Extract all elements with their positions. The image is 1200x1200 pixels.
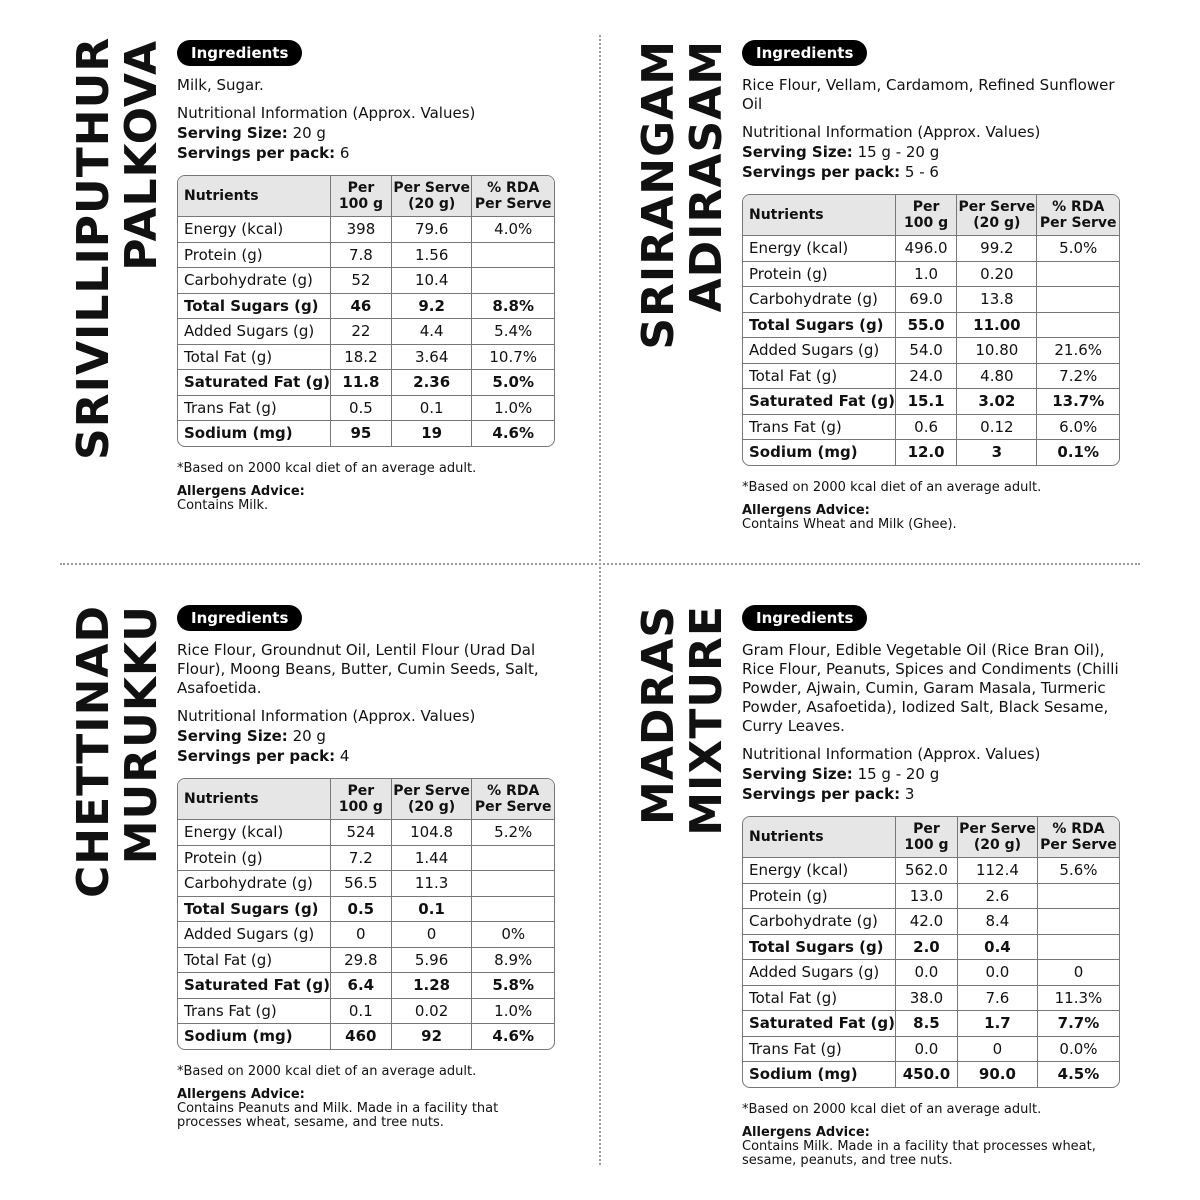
nutrient-row — [743, 262, 1119, 288]
per-serve-value: 0 — [392, 922, 473, 948]
rda-value: 4.0% — [472, 217, 554, 243]
nutrient-name: Energy (kcal) — [178, 217, 331, 243]
per-100g-value: 11.8 — [331, 370, 392, 396]
nutrient-name: Sodium (mg) — [178, 421, 331, 446]
nutrient-row — [178, 871, 554, 897]
allergen-text: Contains Peanuts and Milk. Made in a facility that processes wheat, sesame, and tree nuts. — [177, 1100, 499, 1130]
product-panel-adirasam — [565, 0, 1165, 600]
per-serve-value: 8.4 — [958, 909, 1038, 935]
nutrient-name: Saturated Fat (g) — [178, 370, 331, 396]
per-serve-value: 5.96 — [392, 948, 473, 974]
servings-value: 5 - 6 — [904, 163, 939, 181]
per-serve-value: 2.36 — [392, 370, 473, 396]
rda-value — [1038, 935, 1119, 961]
allergen-text: Contains Wheat and Milk (Ghee). — [742, 516, 957, 532]
rda-value: 8.8% — [472, 294, 554, 320]
per-100g-value: 6.4 — [331, 973, 392, 999]
nutrition-info — [177, 103, 562, 163]
nutrient-name: Carbohydrate (g) — [178, 268, 331, 294]
header-per-100g: Per 100 g — [331, 176, 392, 217]
per-100g-value: 54.0 — [896, 338, 957, 364]
per-100g-value: 562.0 — [896, 858, 958, 884]
product-title — [70, 605, 170, 1025]
nutrient-row — [743, 287, 1119, 313]
servings-label: Servings per pack: — [742, 163, 901, 181]
nutrient-row — [743, 858, 1119, 884]
nutrient-row — [743, 909, 1119, 935]
nutrient-name: Energy (kcal) — [743, 236, 896, 262]
rda-value: 5.0% — [472, 370, 554, 396]
rda-value: 8.9% — [472, 948, 554, 974]
nutrient-row — [178, 421, 554, 446]
nutrient-name: Added Sugars (g) — [743, 960, 896, 986]
per-100g-value: 0.5 — [331, 897, 392, 923]
nutrient-name: Total Sugars (g) — [178, 897, 331, 923]
nutrient-name: Protein (g) — [743, 262, 896, 288]
per-serve-value: 4.80 — [957, 364, 1037, 390]
nutrient-name: Trans Fat (g) — [178, 396, 331, 422]
nutrient-name: Sodium (mg) — [743, 440, 896, 465]
nutrient-name: Carbohydrate (g) — [743, 909, 896, 935]
per-serve-value: 4.4 — [392, 319, 473, 345]
ingredients-badge: Ingredients — [177, 40, 302, 66]
allergen-advice — [177, 1088, 562, 1130]
per-100g-value: 0.6 — [896, 415, 957, 441]
per-serve-value: 99.2 — [957, 236, 1037, 262]
nutrient-name: Total Fat (g) — [743, 986, 896, 1012]
nutrient-row — [178, 243, 554, 269]
per-100g-value: 7.2 — [331, 846, 392, 872]
nutrient-name: Protein (g) — [178, 243, 331, 269]
per-serve-value: 3.02 — [957, 389, 1037, 415]
product-panel-mixture — [565, 565, 1165, 1168]
rda-footnote: *Based on 2000 kcal diet of an average adult. — [177, 1063, 477, 1079]
header-nutrients: Nutrients — [743, 817, 896, 858]
header-rda: % RDA Per Serve — [1038, 817, 1119, 858]
per-serve-value: 11.00 — [957, 313, 1037, 339]
per-serve-value: 104.8 — [392, 820, 473, 846]
header-per-serve: Per Serve (20 g) — [957, 195, 1037, 236]
servings-per-pack — [742, 784, 1127, 804]
header-rda: % RDA Per Serve — [472, 779, 554, 820]
per-serve-value: 112.4 — [958, 858, 1038, 884]
rda-value: 0% — [472, 922, 554, 948]
product-title-line-1: MADRAS — [633, 605, 684, 825]
per-100g-value: 0.1 — [331, 999, 392, 1025]
allergen-heading: Allergens Advice: — [177, 483, 305, 499]
per-100g-value: 460 — [331, 1024, 392, 1049]
rda-value — [472, 897, 554, 923]
serving-size — [177, 123, 562, 143]
ingredients-text: Gram Flour, Edible Vegetable Oil (Rice Bran Oil), Rice Flour, Peanuts, Spices and Condiments (Chilli Powder, Ajwain, Cumin, Garam Masala, Turmeric Powder, Asafoetida), Iodized Salt, Black Sesame, Curry Leaves. — [742, 641, 1119, 735]
rda-value: 5.6% — [1038, 858, 1119, 884]
nutrient-row — [178, 846, 554, 872]
rda-value: 5.4% — [472, 319, 554, 345]
allergen-heading: Allergens Advice: — [742, 1124, 870, 1140]
serving-size-label: Serving Size: — [177, 727, 288, 745]
label-content — [742, 40, 1127, 532]
nutrient-row — [178, 973, 554, 999]
nutrient-name: Saturated Fat (g) — [743, 1011, 896, 1037]
per-100g-value: 46 — [331, 294, 392, 320]
serving-size-value: 20 g — [292, 727, 326, 745]
rda-value: 10.7% — [472, 345, 554, 371]
nutrient-row — [743, 313, 1119, 339]
per-serve-value: 1.56 — [392, 243, 473, 269]
allergen-advice — [742, 504, 1127, 532]
table-header-row — [178, 779, 554, 820]
rda-value — [1037, 287, 1119, 313]
nutrient-name: Added Sugars (g) — [178, 922, 331, 948]
nutrient-row — [178, 396, 554, 422]
header-per-serve: Per Serve (20 g) — [392, 779, 473, 820]
rda-value: 7.7% — [1038, 1011, 1119, 1037]
rda-value: 0.0% — [1038, 1037, 1119, 1063]
per-serve-value: 2.6 — [958, 884, 1038, 910]
per-serve-value: 0.1 — [392, 396, 473, 422]
serving-size-value: 15 g - 20 g — [857, 765, 940, 783]
rda-value: 6.0% — [1037, 415, 1119, 441]
rda-value: 4.6% — [492, 1027, 535, 1046]
per-100g-value: 38.0 — [896, 986, 958, 1012]
header-per-serve: Per Serve (20 g) — [392, 176, 473, 217]
rda-footnote: *Based on 2000 kcal diet of an average adult. — [742, 479, 1042, 495]
nutrient-row — [178, 217, 554, 243]
per-100g-value: 0.0 — [896, 1037, 958, 1063]
nutrient-name: Total Sugars (g) — [178, 294, 331, 320]
nutrient-row — [178, 922, 554, 948]
per-100g-value: 2.0 — [896, 935, 958, 961]
rda-value — [1038, 909, 1119, 935]
nutrition-table — [742, 194, 1120, 466]
product-title-line-2: MURUKKU — [116, 605, 167, 865]
nutrient-row — [178, 1024, 554, 1049]
allergen-heading: Allergens Advice: — [177, 1086, 305, 1102]
per-serve-value: 1.44 — [392, 846, 473, 872]
nutrition-table — [177, 175, 555, 447]
nutrient-row — [743, 364, 1119, 390]
per-100g-value: 8.5 — [896, 1011, 958, 1037]
table-header-row — [743, 817, 1119, 858]
serving-size-value: 15 g - 20 g — [857, 143, 940, 161]
per-serve-value: 19 — [392, 421, 473, 446]
per-serve-value: 1.7 — [958, 1011, 1038, 1037]
nutrient-name: Trans Fat (g) — [178, 999, 331, 1025]
per-100g-value: 1.0 — [896, 262, 957, 288]
allergen-advice — [177, 485, 562, 513]
per-serve-value: 3 — [957, 440, 1037, 465]
nutrient-row — [178, 319, 554, 345]
per-100g-value: 12.0 — [896, 440, 957, 465]
ingredients-badge: Ingredients — [742, 40, 867, 66]
nutrient-row — [743, 415, 1119, 441]
per-serve-value: 9.2 — [392, 294, 473, 320]
rda-value: 1.0% — [472, 999, 554, 1025]
per-serve-value: 13.8 — [957, 287, 1037, 313]
servings-label: Servings per pack: — [177, 144, 336, 162]
servings-per-pack — [177, 143, 562, 163]
product-title — [68, 36, 170, 460]
servings-per-pack — [742, 162, 1127, 182]
per-serve-value: 79.6 — [392, 217, 473, 243]
per-serve-value: 0.20 — [957, 262, 1037, 288]
nutrient-name: Carbohydrate (g) — [743, 287, 896, 313]
nutrient-row — [743, 1062, 1119, 1087]
per-100g-value: 7.8 — [331, 243, 392, 269]
per-100g-value: 13.0 — [896, 884, 958, 910]
nutrient-row — [178, 345, 554, 371]
header-per-100g: Per 100 g — [896, 817, 958, 858]
product-panel-palkova — [0, 0, 600, 600]
per-100g-value: 450.0 — [896, 1062, 958, 1087]
per-serve-value: 3.64 — [392, 345, 473, 371]
rda-value — [1037, 313, 1119, 339]
nutrient-name: Total Fat (g) — [178, 948, 331, 974]
nutrition-heading: Nutritional Information (Approx. Values) — [177, 707, 476, 725]
product-title-line-2: MIXTURE — [681, 605, 732, 836]
nutrient-row — [743, 935, 1119, 961]
nutrient-row — [178, 820, 554, 846]
per-100g-value: 0 — [331, 922, 392, 948]
rda-footnote: *Based on 2000 kcal diet of an average adult. — [177, 460, 477, 476]
nutrient-name: Total Fat (g) — [743, 364, 896, 390]
per-serve-value: 1.28 — [392, 973, 473, 999]
serving-size-label: Serving Size: — [742, 765, 853, 783]
nutrient-row — [743, 389, 1119, 415]
nutrition-info — [742, 744, 1127, 804]
serving-size-label: Serving Size: — [177, 124, 288, 142]
rda-value: 0.1% — [1057, 443, 1100, 462]
rda-value: 13.7% — [1037, 389, 1119, 415]
serving-size — [177, 726, 562, 746]
nutrition-heading: Nutritional Information (Approx. Values) — [742, 745, 1041, 763]
nutrient-name: Saturated Fat (g) — [743, 389, 896, 415]
nutrient-name: Total Fat (g) — [178, 345, 331, 371]
product-title-line-2: PALKOVA — [116, 40, 167, 271]
nutrient-row — [743, 884, 1119, 910]
rda-value — [472, 268, 554, 294]
serving-size-value: 20 g — [292, 124, 326, 142]
nutrient-row — [178, 897, 554, 923]
per-100g-value: 56.5 — [331, 871, 392, 897]
header-per-100g: Per 100 g — [331, 779, 392, 820]
nutrition-heading: Nutritional Information (Approx. Values) — [742, 123, 1041, 141]
rda-value: 11.3% — [1038, 986, 1119, 1012]
allergen-heading: Allergens Advice: — [742, 502, 870, 518]
nutrition-table — [742, 816, 1120, 1088]
rda-value: 5.8% — [472, 973, 554, 999]
per-100g-value: 496.0 — [896, 236, 957, 262]
nutrition-info — [177, 706, 562, 766]
per-serve-value: 0 — [958, 1037, 1038, 1063]
servings-value: 3 — [904, 785, 915, 803]
label-content — [177, 40, 562, 513]
per-serve-value: 10.80 — [957, 338, 1037, 364]
per-100g-value: 524 — [331, 820, 392, 846]
header-nutrients: Nutrients — [178, 176, 331, 217]
rda-value: 4.5% — [1057, 1065, 1100, 1084]
per-100g-value: 52 — [331, 268, 392, 294]
nutrient-name: Added Sugars (g) — [743, 338, 896, 364]
rda-value — [1037, 262, 1119, 288]
ingredients-badge: Ingredients — [177, 605, 302, 631]
nutrient-name: Added Sugars (g) — [178, 319, 331, 345]
rda-value — [472, 243, 554, 269]
nutrient-row — [743, 960, 1119, 986]
per-100g-value: 95 — [331, 421, 392, 446]
rda-footnote: *Based on 2000 kcal diet of an average adult. — [742, 1101, 1042, 1117]
serving-size — [742, 142, 1127, 162]
rda-value — [472, 871, 554, 897]
per-100g-value: 29.8 — [331, 948, 392, 974]
product-title — [635, 605, 735, 1025]
per-serve-value: 0.02 — [392, 999, 473, 1025]
per-serve-value: 0.12 — [957, 415, 1037, 441]
per-serve-value: 90.0 — [958, 1062, 1038, 1087]
per-100g-value: 24.0 — [896, 364, 957, 390]
servings-label: Servings per pack: — [742, 785, 901, 803]
per-100g-value: 55.0 — [896, 313, 957, 339]
nutrient-name: Energy (kcal) — [743, 858, 896, 884]
nutrient-name: Total Sugars (g) — [743, 313, 896, 339]
product-title — [635, 40, 735, 460]
rda-value — [472, 846, 554, 872]
nutrient-row — [178, 370, 554, 396]
servings-label: Servings per pack: — [177, 747, 336, 765]
per-serve-value: 0.4 — [958, 935, 1038, 961]
nutrient-row — [178, 294, 554, 320]
per-100g-value: 398 — [331, 217, 392, 243]
product-title-line-1: CHETTINAD — [68, 605, 119, 898]
allergen-advice — [742, 1126, 1127, 1168]
nutrient-name: Total Sugars (g) — [743, 935, 896, 961]
nutrient-row — [743, 440, 1119, 465]
serving-size — [742, 764, 1127, 784]
per-serve-value: 92 — [392, 1024, 473, 1049]
allergen-text: Contains Milk. Made in a facility that processes wheat, sesame, peanuts, and tree nuts. — [742, 1138, 1096, 1168]
nutrient-name: Sodium (mg) — [178, 1024, 331, 1049]
nutrient-name: Saturated Fat (g) — [178, 973, 331, 999]
rda-value — [1038, 884, 1119, 910]
per-100g-value: 15.1 — [896, 389, 957, 415]
per-100g-value: 22 — [331, 319, 392, 345]
nutrient-row — [178, 948, 554, 974]
per-100g-value: 69.0 — [896, 287, 957, 313]
per-100g-value: 0.0 — [896, 960, 958, 986]
nutrient-name: Trans Fat (g) — [743, 1037, 896, 1063]
header-per-serve: Per Serve (20 g) — [958, 817, 1038, 858]
nutrient-row — [178, 999, 554, 1025]
nutrient-row — [743, 1011, 1119, 1037]
header-rda: % RDA Per Serve — [1037, 195, 1119, 236]
per-100g-value: 18.2 — [331, 345, 392, 371]
rda-value: 5.0% — [1037, 236, 1119, 262]
nutrient-name: Carbohydrate (g) — [178, 871, 331, 897]
nutrient-row — [743, 986, 1119, 1012]
per-serve-value: 0.0 — [958, 960, 1038, 986]
nutrient-row — [743, 338, 1119, 364]
nutrient-row — [178, 268, 554, 294]
allergen-text: Contains Milk. — [177, 497, 269, 513]
rda-value: 5.2% — [472, 820, 554, 846]
nutrition-info — [742, 122, 1127, 182]
nutrient-name: Protein (g) — [743, 884, 896, 910]
header-nutrients: Nutrients — [178, 779, 331, 820]
nutrition-heading: Nutritional Information (Approx. Values) — [177, 104, 476, 122]
rda-value: 4.6% — [492, 424, 535, 443]
product-title-line-1: SRIVILLIPUTHUR — [68, 36, 119, 460]
ingredients-text: Rice Flour, Vellam, Cardamom, Refined Sunflower Oil — [742, 76, 1115, 113]
header-nutrients: Nutrients — [743, 195, 896, 236]
product-title-line-1: SRIRANGAM — [633, 40, 684, 350]
rda-value: 1.0% — [472, 396, 554, 422]
per-serve-value: 0.1 — [392, 897, 473, 923]
nutrient-name: Protein (g) — [178, 846, 331, 872]
nutrient-row — [743, 236, 1119, 262]
label-content — [177, 605, 562, 1130]
per-100g-value: 42.0 — [896, 909, 958, 935]
table-header-row — [743, 195, 1119, 236]
nutrient-row — [743, 1037, 1119, 1063]
nutrition-table — [177, 778, 555, 1050]
ingredients-text: Milk, Sugar. — [177, 76, 264, 94]
product-panel-murukku — [0, 565, 600, 1165]
servings-per-pack — [177, 746, 562, 766]
per-serve-value: 7.6 — [958, 986, 1038, 1012]
rda-value: 21.6% — [1037, 338, 1119, 364]
header-rda: % RDA Per Serve — [472, 176, 554, 217]
rda-value: 7.2% — [1037, 364, 1119, 390]
header-per-100g: Per 100 g — [896, 195, 957, 236]
rda-value: 0 — [1038, 960, 1119, 986]
serving-size-label: Serving Size: — [742, 143, 853, 161]
label-content — [742, 605, 1127, 1168]
ingredients-badge: Ingredients — [742, 605, 867, 631]
product-title-line-2: ADIRASAM — [681, 40, 732, 313]
servings-value: 6 — [339, 144, 350, 162]
nutrient-name: Energy (kcal) — [178, 820, 331, 846]
ingredients-text: Rice Flour, Groundnut Oil, Lentil Flour (Urad Dal Flour), Moong Beans, Butter, Cumin Seeds, Salt, Asafoetida. — [177, 641, 539, 697]
table-header-row — [178, 176, 554, 217]
nutrient-name: Trans Fat (g) — [743, 415, 896, 441]
per-serve-value: 11.3 — [392, 871, 473, 897]
per-serve-value: 10.4 — [392, 268, 473, 294]
nutrient-name: Sodium (mg) — [743, 1062, 896, 1087]
servings-value: 4 — [339, 747, 350, 765]
per-100g-value: 0.5 — [331, 396, 392, 422]
